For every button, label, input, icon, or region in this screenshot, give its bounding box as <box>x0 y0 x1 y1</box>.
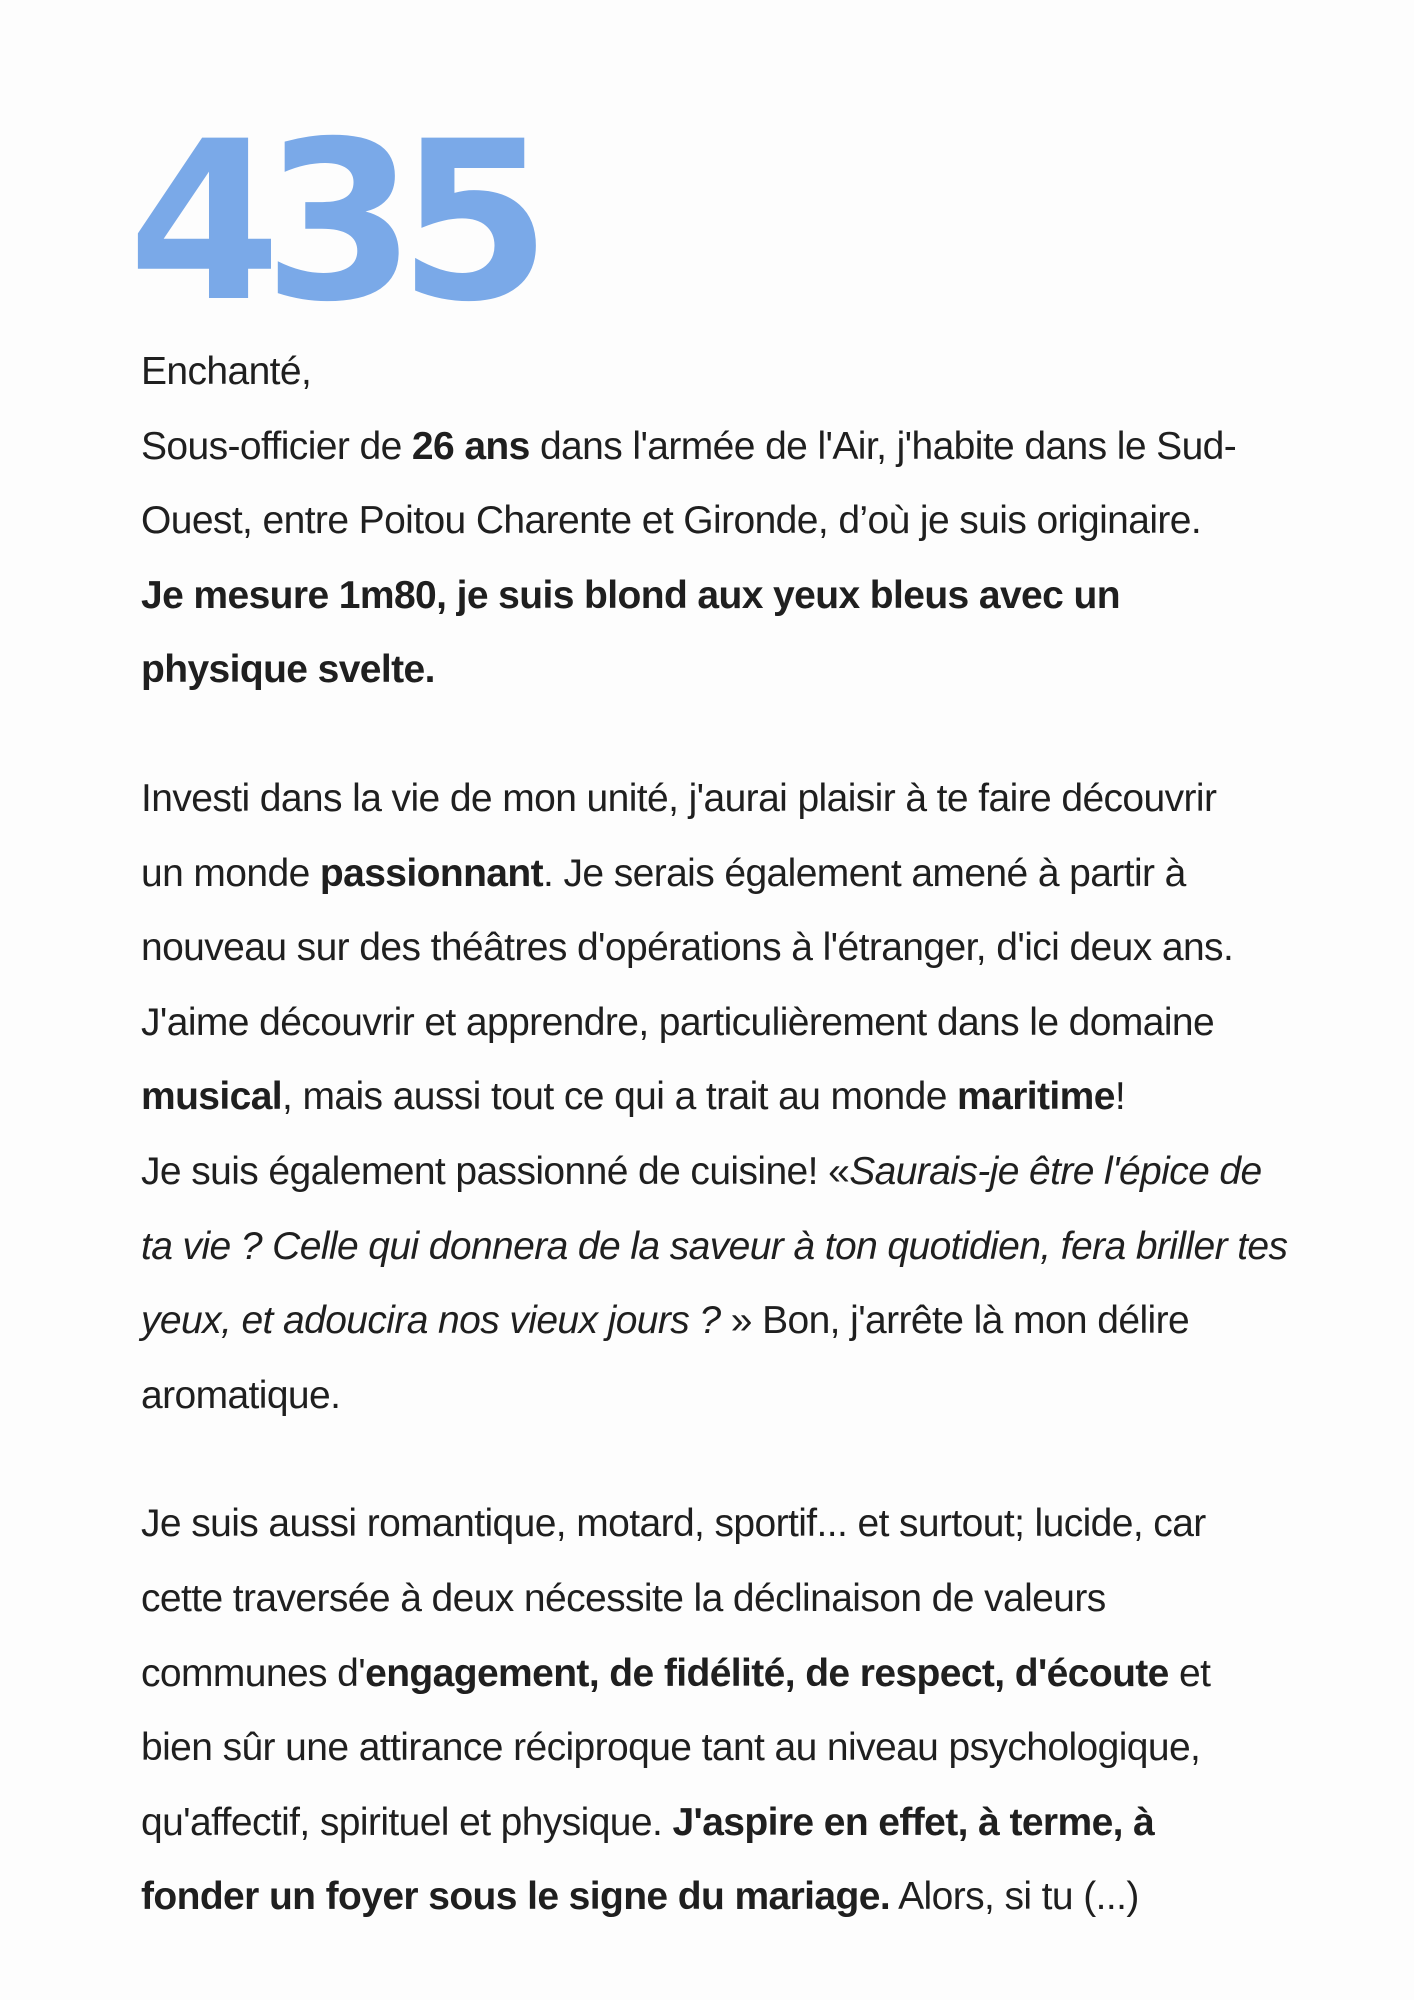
intro-text: dans l'armée de l'Air, j'habite dans le Sud- <box>529 424 1237 468</box>
values-text: communes d' <box>141 1651 366 1695</box>
values-text: qu'affectif, spirituel et physique. <box>141 1800 673 1844</box>
spice-quote: yeux, et adoucira nos vieux jours ? <box>141 1299 721 1343</box>
hobbies-text: nouveau sur des théâtres d'opérations à l'étranger, d'ici deux ans. <box>141 926 1234 970</box>
hobbies-text: Je suis également passionné de cuisine! « <box>141 1149 850 1193</box>
physical-description: Je mesure 1m80, je suis blond aux yeux bleus avec un <box>141 573 1120 617</box>
physical-description: physique svelte. <box>141 648 435 692</box>
values-text: et <box>1168 1651 1211 1695</box>
marriage-highlight: J'aspire en effet, à terme, à <box>672 1800 1155 1844</box>
hobbies-text: J'aime découvrir et apprendre, particulièrement dans le domaine <box>141 1000 1215 1044</box>
intro-text: Sous-officier de <box>141 424 412 468</box>
passion-highlight: passionnant <box>319 851 544 895</box>
marriage-highlight: fonder un foyer sous le signe du mariage. <box>141 1875 891 1919</box>
hobbies-text: ! <box>1114 1075 1126 1119</box>
hobbies-text: » Bon, j'arrête là mon délire <box>720 1299 1190 1343</box>
values-text: Je suis aussi romantique, motard, sportif... et surtout; lucide, car <box>141 1502 1206 1546</box>
age-highlight: 26 ans <box>411 424 530 468</box>
profile-text <box>141 335 1411 1935</box>
hobbies-text: un monde <box>141 851 320 895</box>
maritime-highlight: maritime <box>957 1075 1115 1119</box>
musical-highlight: musical <box>141 1075 283 1119</box>
hobbies-text: aromatique. <box>141 1373 341 1417</box>
values-highlight: engagement, de fidélité, de respect, d'écoute <box>365 1651 1169 1695</box>
spice-quote: Saurais-je être l'épice de <box>849 1149 1262 1193</box>
intro-paragraph <box>141 335 1411 708</box>
hobbies-text: Investi dans la vie de mon unité, j'aurai plaisir à te faire découvrir <box>141 776 1217 820</box>
values-text: cette traversée à deux nécessite la déclinaison de valeurs <box>141 1576 1106 1620</box>
hobbies-paragraph <box>141 762 1411 1433</box>
hobbies-text: . Je serais également amené à partir à <box>543 851 1186 895</box>
values-text: bien sûr une attirance réciproque tant au niveau psychologique, <box>141 1726 1201 1770</box>
values-text: Alors, si tu (...) <box>890 1875 1139 1919</box>
values-paragraph <box>141 1487 1411 1935</box>
greeting: Enchanté, <box>141 350 312 393</box>
spice-quote: ta vie ? Celle qui donnera de la saveur à ton quotidien, fera briller tes <box>141 1224 1288 1268</box>
intro-text: Ouest, entre Poitou Charente et Gironde, d’où je suis originaire. <box>141 499 1202 543</box>
hobbies-text: , mais aussi tout ce qui a trait au monde <box>282 1075 958 1119</box>
profile-number: 435 <box>128 94 534 350</box>
